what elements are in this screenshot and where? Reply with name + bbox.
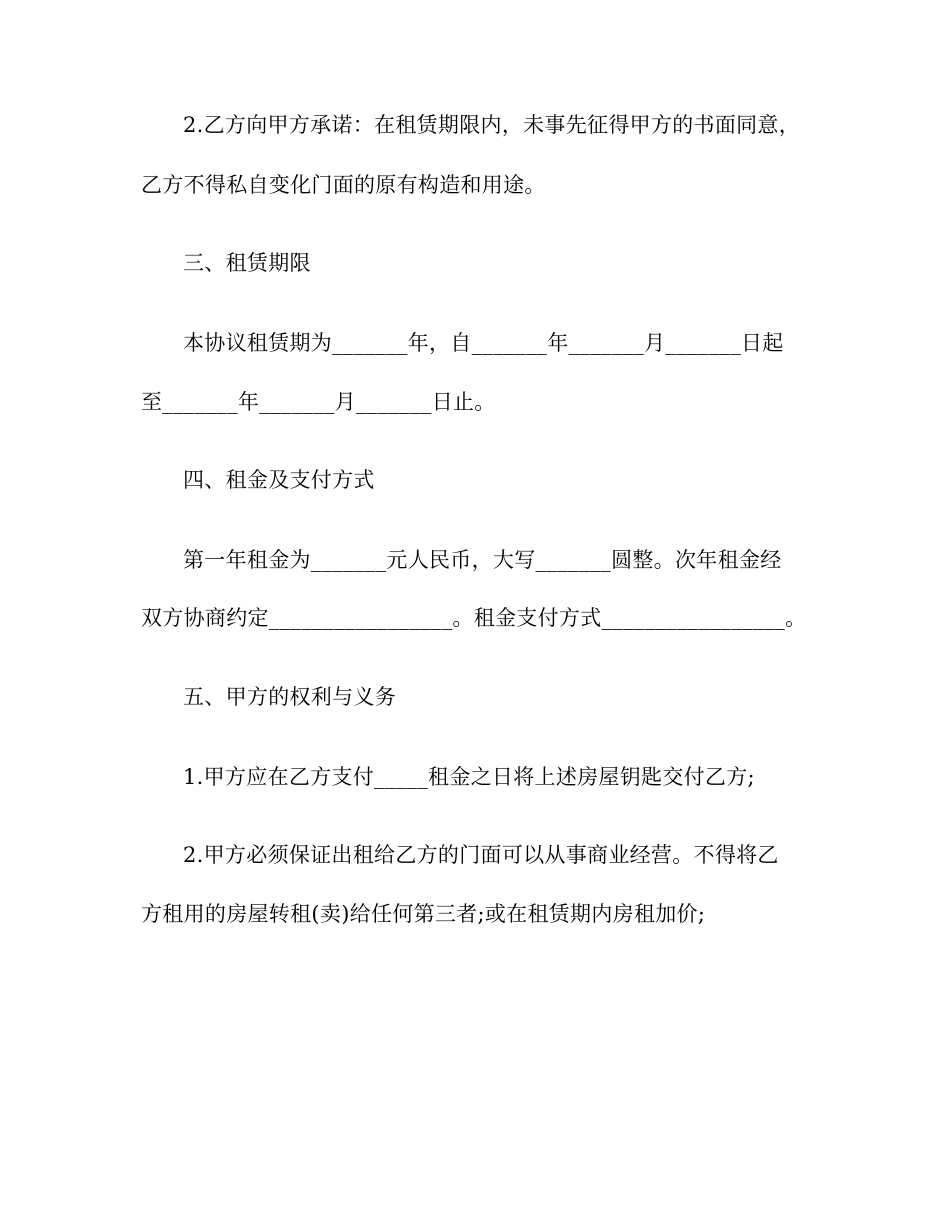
paragraph-rent-line-2: 双方协商约定_________________。租金支付方式_________________。 xyxy=(141,606,807,630)
paragraph-rent-line-1: 第一年租金为_______元人民币，大写_______圆整。次年租金经 xyxy=(183,548,782,572)
section-heading-rent-payment: 四、租金及支付方式 xyxy=(183,468,375,492)
section-heading-party-a-rights: 五、甲方的权利与义务 xyxy=(183,685,396,709)
paragraph-commitment-line-2: 乙方不得私自变化门面的原有构造和用途。 xyxy=(141,173,546,197)
clause-2-line-1: 2.甲方必须保证出租给乙方的门面可以从事商业经营。不得将乙 xyxy=(183,843,779,867)
clause-1-key-delivery: 1.甲方应在乙方支付_____租金之日将上述房屋钥匙交付乙方; xyxy=(183,765,755,789)
clause-2-line-2: 方租用的房屋转租(卖)给任何第三者;或在租赁期内房租加价; xyxy=(141,902,706,926)
paragraph-lease-term-line-1: 本协议租赁期为_______年，自_______年_______月_______日起 xyxy=(183,331,784,355)
paragraph-commitment-line-1: 2.乙方向甲方承诺：在租赁期限内，未事先征得甲方的书面同意， xyxy=(183,113,801,137)
section-heading-lease-term: 三、租赁期限 xyxy=(183,251,311,275)
paragraph-lease-term-line-2: 至_______年_______月_______日止。 xyxy=(141,390,496,414)
